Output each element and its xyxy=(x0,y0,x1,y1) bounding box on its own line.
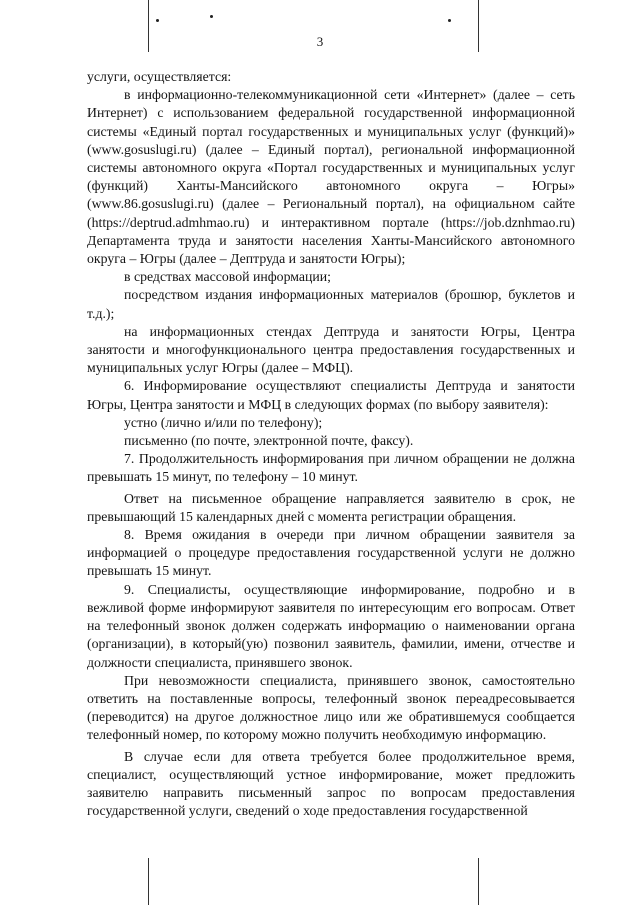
page-number: 3 xyxy=(316,34,324,49)
paragraph: 8. Время ожидания в очереди при личном обращении заявителя за информацией о процедуре предоставления государственной услуги не должно превышать 15 минут. xyxy=(87,527,575,579)
scan-dot xyxy=(156,19,159,22)
paragraph: Ответ на письменное обращение направляется заявителю в срок, не превышающий 15 календарных дней с момента регистрации обращения. xyxy=(87,490,575,524)
scan-dot xyxy=(210,15,213,18)
paragraph: письменно (по почте, электронной почте, факсу). xyxy=(124,433,414,449)
scan-line-bottom-left xyxy=(148,858,149,905)
paragraph: 6. Информирование осуществляют специалисты Дептруда и занятости Югры, Центра занятости и МФЦ в следующих формах (по выбору заявителя): xyxy=(87,378,575,412)
paragraph: 7. Продолжительность информирования при личном обращении не должна превышать 15 минут, по телефону – 10 минут. xyxy=(87,451,575,485)
scan-dot xyxy=(448,19,451,22)
paragraph: 9. Специалисты, осуществляющие информирование, подробно и в вежливой форме информируют заявителя по интересующим его вопросам. Ответ на телефонный звонок должен содержать информацию о наименовании органа (организации), в который(ую) позвонил заявитель, фамилии, имени, отчестве и должности специалиста, принявшего звонок. xyxy=(87,581,575,670)
paragraph: в информационно-телекоммуникационной сети «Интернет» (далее – сеть Интернет) с использованием федеральной государственной информационной системы «Единый портал государственных и муниципальных услуг (функций)» (www.gosuslugi.ru) (далее – Единый портал), региональной информационной системы автономного округа «Портал государственных и муниципальных услуг (функций) Ханты-Мансийского автономного округа – Югры» (www.86.gosuslugi.ru) (далее – Региональный портал), на официальном сайте (https://deptrud.admhmao.ru) и интерактивном портале (https://job.dznhmao.ru) Департамента труда и занятости населения Ханты-Мансийского автономного округа – Югры (далее – Дептруда и занятости Югры); xyxy=(87,87,575,267)
paragraph: услуги, осуществляется: xyxy=(87,69,232,84)
paragraph: посредством издания информационных материалов (брошюр, буклетов и т.д.); xyxy=(87,287,575,321)
paragraph: устно (лично и/или по телефону); xyxy=(124,414,323,430)
paragraph: В случае если для ответа требуется более продолжительное время, специалист, осуществляющий устное информирование, может предложить заявителю направить письменный запрос по вопросам предоставления государственной услуги, сведений о ходе предоставления государственной xyxy=(87,748,575,819)
paragraph: При невозможности специалиста, принявшего звонок, самостоятельно ответить на поставленные вопросы, телефонный звонок переадресовывается (переводится) на другое должностное лицо или же обратившемуся сообщается телефонный номер, по которому можно получить необходимую информацию. xyxy=(87,672,575,743)
paragraph: на информационных стендах Дептруда и занятости Югры, Центра занятости и многофункционального центра предоставления государственных и муниципальных услуг Югры (далее – МФЦ). xyxy=(87,323,575,376)
scan-line-bottom-right xyxy=(478,858,479,905)
paragraph: в средствах массовой информации; xyxy=(124,269,332,285)
document-body xyxy=(87,68,575,820)
